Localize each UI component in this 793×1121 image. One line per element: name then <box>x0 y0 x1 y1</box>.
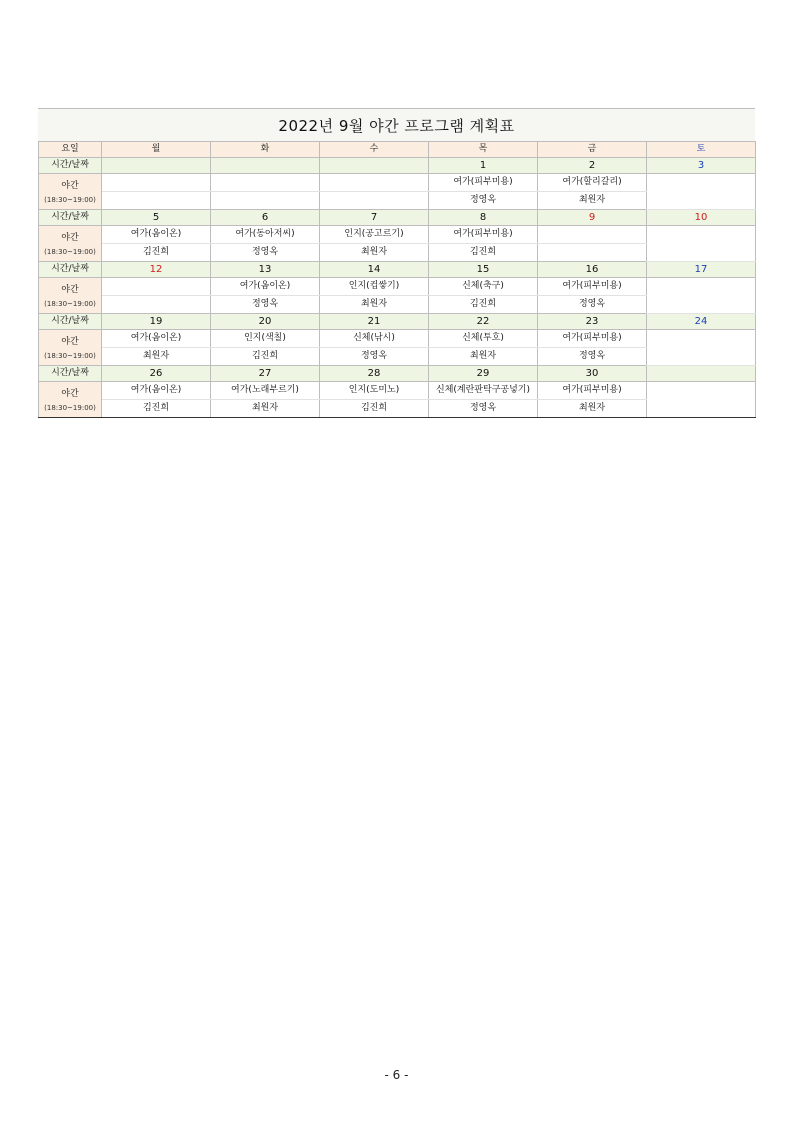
program-row <box>39 382 756 400</box>
date-cell <box>102 158 211 174</box>
date-cell: 13 <box>211 262 320 278</box>
program-cell: 인지(색칠) <box>211 330 320 348</box>
program-cell: 여가(옴이온) <box>102 226 211 244</box>
program-cell <box>647 278 756 314</box>
date-cell: 15 <box>429 262 538 278</box>
night-label: 야간 <box>61 232 79 243</box>
page-number: - 6 - <box>384 1068 409 1082</box>
staff-cell: 최원자 <box>211 400 320 418</box>
night-label-cell <box>39 382 102 418</box>
staff-cell: 김진희 <box>429 296 538 314</box>
program-cell: 여가(옴이온) <box>211 278 320 296</box>
program-cell: 여가(피부미용) <box>538 382 647 400</box>
header-cell-saturday: 토 <box>647 142 756 158</box>
program-cell <box>647 382 756 418</box>
program-cell: 신체(낚시) <box>320 330 429 348</box>
program-cell: 여가(피부미용) <box>538 330 647 348</box>
program-cell: 여가(노래부르기) <box>211 382 320 400</box>
date-row <box>39 262 756 278</box>
date-cell: 29 <box>429 366 538 382</box>
program-cell <box>102 174 211 192</box>
program-cell: 인지(공고르기) <box>320 226 429 244</box>
date-cell: 19 <box>102 314 211 330</box>
staff-cell: 최원자 <box>102 348 211 366</box>
date-cell: 8 <box>429 210 538 226</box>
date-cell: 2 <box>538 158 647 174</box>
date-cell: 20 <box>211 314 320 330</box>
date-row-label: 시간/날짜 <box>39 210 102 226</box>
night-label: 야간 <box>61 180 79 191</box>
night-label-cell <box>39 226 102 262</box>
program-row <box>39 278 756 296</box>
program-cell: 인지(컵쌓기) <box>320 278 429 296</box>
staff-cell <box>320 192 429 210</box>
staff-cell: 정영옥 <box>320 348 429 366</box>
staff-cell <box>102 296 211 314</box>
date-row-label: 시간/날짜 <box>39 158 102 174</box>
staff-cell: 김진희 <box>211 348 320 366</box>
staff-cell: 정영옥 <box>211 244 320 262</box>
night-label: 야간 <box>61 284 79 295</box>
staff-cell: 정영옥 <box>538 348 647 366</box>
date-row <box>39 158 756 174</box>
night-time: (18:30~19:00) <box>44 299 96 308</box>
program-cell: 신체(투호) <box>429 330 538 348</box>
date-cell: 7 <box>320 210 429 226</box>
staff-cell: 최원자 <box>320 296 429 314</box>
date-cell: 1 <box>429 158 538 174</box>
program-row <box>39 226 756 244</box>
night-label-cell <box>39 174 102 210</box>
date-cell <box>320 158 429 174</box>
night-label-cell <box>39 330 102 366</box>
date-cell: 21 <box>320 314 429 330</box>
program-cell <box>320 174 429 192</box>
night-time: (18:30~19:00) <box>44 403 96 412</box>
date-cell <box>647 366 756 382</box>
program-cell: 여가(옴이온) <box>102 330 211 348</box>
program-cell <box>538 226 647 244</box>
date-cell: 17 <box>647 262 756 278</box>
date-row-label: 시간/날짜 <box>39 366 102 382</box>
night-time: (18:30~19:00) <box>44 195 96 204</box>
date-cell: 23 <box>538 314 647 330</box>
staff-cell: 최원자 <box>538 192 647 210</box>
staff-cell <box>102 192 211 210</box>
date-row-label: 시간/날짜 <box>39 262 102 278</box>
header-cell: 화 <box>211 142 320 158</box>
staff-cell: 김진희 <box>102 244 211 262</box>
staff-cell: 김진희 <box>320 400 429 418</box>
night-label: 야간 <box>61 336 79 347</box>
program-cell <box>647 174 756 210</box>
program-row <box>39 174 756 192</box>
date-row <box>39 366 756 382</box>
date-row-label: 시간/날짜 <box>39 314 102 330</box>
program-cell: 여가(피부미용) <box>538 278 647 296</box>
date-cell: 6 <box>211 210 320 226</box>
night-time: (18:30~19:00) <box>44 247 96 256</box>
staff-cell <box>211 192 320 210</box>
program-row <box>39 330 756 348</box>
date-cell: 3 <box>647 158 756 174</box>
schedule-title: 2022년 9월 야간 프로그램 계획표 <box>38 108 755 141</box>
night-label-cell <box>39 278 102 314</box>
schedule-body <box>39 142 756 418</box>
staff-cell: 김진희 <box>429 244 538 262</box>
program-cell: 여가(할리갈리) <box>538 174 647 192</box>
night-time: (18:30~19:00) <box>44 351 96 360</box>
staff-cell: 정영옥 <box>211 296 320 314</box>
date-row <box>39 314 756 330</box>
staff-cell: 최원자 <box>320 244 429 262</box>
program-cell: 신체(축구) <box>429 278 538 296</box>
date-cell: 12 <box>102 262 211 278</box>
date-cell: 5 <box>102 210 211 226</box>
staff-cell: 최원자 <box>538 400 647 418</box>
program-cell: 여가(피부미용) <box>429 226 538 244</box>
header-cell: 요일 <box>39 142 102 158</box>
date-cell: 9 <box>538 210 647 226</box>
date-cell: 14 <box>320 262 429 278</box>
date-cell: 10 <box>647 210 756 226</box>
program-cell <box>647 330 756 366</box>
staff-cell: 정영옥 <box>429 400 538 418</box>
date-cell: 28 <box>320 366 429 382</box>
program-cell: 여가(옴이온) <box>102 382 211 400</box>
date-cell: 27 <box>211 366 320 382</box>
night-label: 야간 <box>61 388 79 399</box>
staff-cell: 정영옥 <box>429 192 538 210</box>
program-cell: 여가(동아저씨) <box>211 226 320 244</box>
program-cell <box>647 226 756 262</box>
header-cell: 목 <box>429 142 538 158</box>
header-cell: 수 <box>320 142 429 158</box>
header-row <box>39 142 756 158</box>
date-cell <box>211 158 320 174</box>
program-cell <box>102 278 211 296</box>
staff-cell <box>538 244 647 262</box>
staff-cell: 최원자 <box>429 348 538 366</box>
schedule-sheet <box>38 108 755 418</box>
staff-cell: 김진희 <box>102 400 211 418</box>
date-cell: 24 <box>647 314 756 330</box>
date-cell: 16 <box>538 262 647 278</box>
program-cell: 여가(피부미용) <box>429 174 538 192</box>
staff-cell: 정영옥 <box>538 296 647 314</box>
program-cell: 인지(도미노) <box>320 382 429 400</box>
date-cell: 26 <box>102 366 211 382</box>
header-cell: 월 <box>102 142 211 158</box>
header-cell: 금 <box>538 142 647 158</box>
schedule-table <box>38 141 756 418</box>
date-cell: 22 <box>429 314 538 330</box>
program-cell <box>211 174 320 192</box>
date-row <box>39 210 756 226</box>
program-cell: 신체(계란판탁구공넣기) <box>429 382 538 400</box>
date-cell: 30 <box>538 366 647 382</box>
